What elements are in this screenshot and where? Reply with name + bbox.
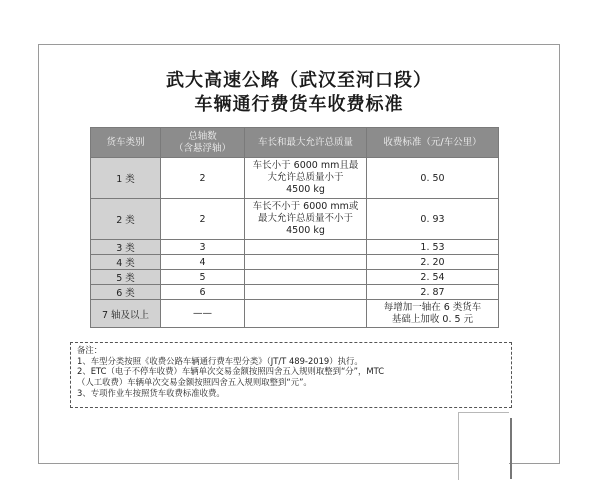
cell-length-weight <box>245 255 367 270</box>
cell-category: 4 类 <box>91 255 161 270</box>
cell-axles: 5 <box>161 270 245 285</box>
fee-table <box>90 127 499 328</box>
cell-axles: 2 <box>161 199 245 240</box>
cell-axles: —— <box>161 300 245 328</box>
cell-category: 1 类 <box>91 158 161 199</box>
cell-length-weight: 车长不小于 6000 mm或 最大允许总质量不小于 4500 kg <box>245 199 367 240</box>
note-line: 3、专项作业车按照货车收费标准收费。 <box>77 387 225 398</box>
cell-category: 6 类 <box>91 285 161 300</box>
cell-category: 2 类 <box>91 199 161 240</box>
cell-axles: 6 <box>161 285 245 300</box>
cell-rate: 0. 50 <box>367 158 499 199</box>
cell-rate: 1. 53 <box>367 240 499 255</box>
table-row <box>91 255 499 270</box>
notes-box <box>70 342 512 408</box>
cell-length-weight <box>245 285 367 300</box>
document-title: 武大高速公路（武汉至河口段） <box>166 70 432 91</box>
cell-category: 3 类 <box>91 240 161 255</box>
cell-axles: 2 <box>161 158 245 199</box>
cell-rate: 2. 20 <box>367 255 499 270</box>
table-header-row <box>91 128 499 158</box>
table-row <box>91 240 499 255</box>
header-category: 货车类别 <box>91 128 161 158</box>
header-axles: 总轴数 （含悬浮轴） <box>161 128 245 158</box>
notes-heading: 备注： <box>77 345 103 355</box>
note-line: （人工收费）车辆单次交易金额按照四舍五入规则取整到“元”。 <box>77 377 312 388</box>
header-length-weight: 车长和最大允许总质量 <box>245 128 367 158</box>
cell-length-weight <box>245 270 367 285</box>
paper-fragment <box>458 412 509 480</box>
cell-rate: 2. 87 <box>367 285 499 300</box>
cell-length-weight <box>245 300 367 328</box>
cell-length-weight: 车长小于 6000 mm且最 大允许总质量小于 4500 kg <box>245 158 367 199</box>
cell-axles: 3 <box>161 240 245 255</box>
table-row <box>91 199 499 240</box>
cell-rate: 每增加一轴在 6 类货车 基础上加收 0. 5 元 <box>367 300 499 328</box>
cell-axles: 4 <box>161 255 245 270</box>
table-row <box>91 158 499 199</box>
table-row <box>91 300 499 328</box>
paper-fragment-edge <box>510 418 512 479</box>
header-rate: 收费标准（元/车公里） <box>367 128 499 158</box>
cell-rate: 2. 54 <box>367 270 499 285</box>
document-subtitle: 车辆通行费货车收费标准 <box>194 94 404 115</box>
table-row <box>91 285 499 300</box>
cell-category: 7 轴及以上 <box>91 300 161 328</box>
note-line: 2、ETC（电子不停车收费）车辆单次交易金额按照四舍五入规则取整到“分”，MTC <box>77 366 385 377</box>
table-row <box>91 270 499 285</box>
cell-category: 5 类 <box>91 270 161 285</box>
note-line: 1、车型分类按照《收费公路车辆通行费车型分类》（JT/T 489-2019）执行。 <box>77 355 363 366</box>
cell-rate: 0. 93 <box>367 199 499 240</box>
cell-length-weight <box>245 240 367 255</box>
